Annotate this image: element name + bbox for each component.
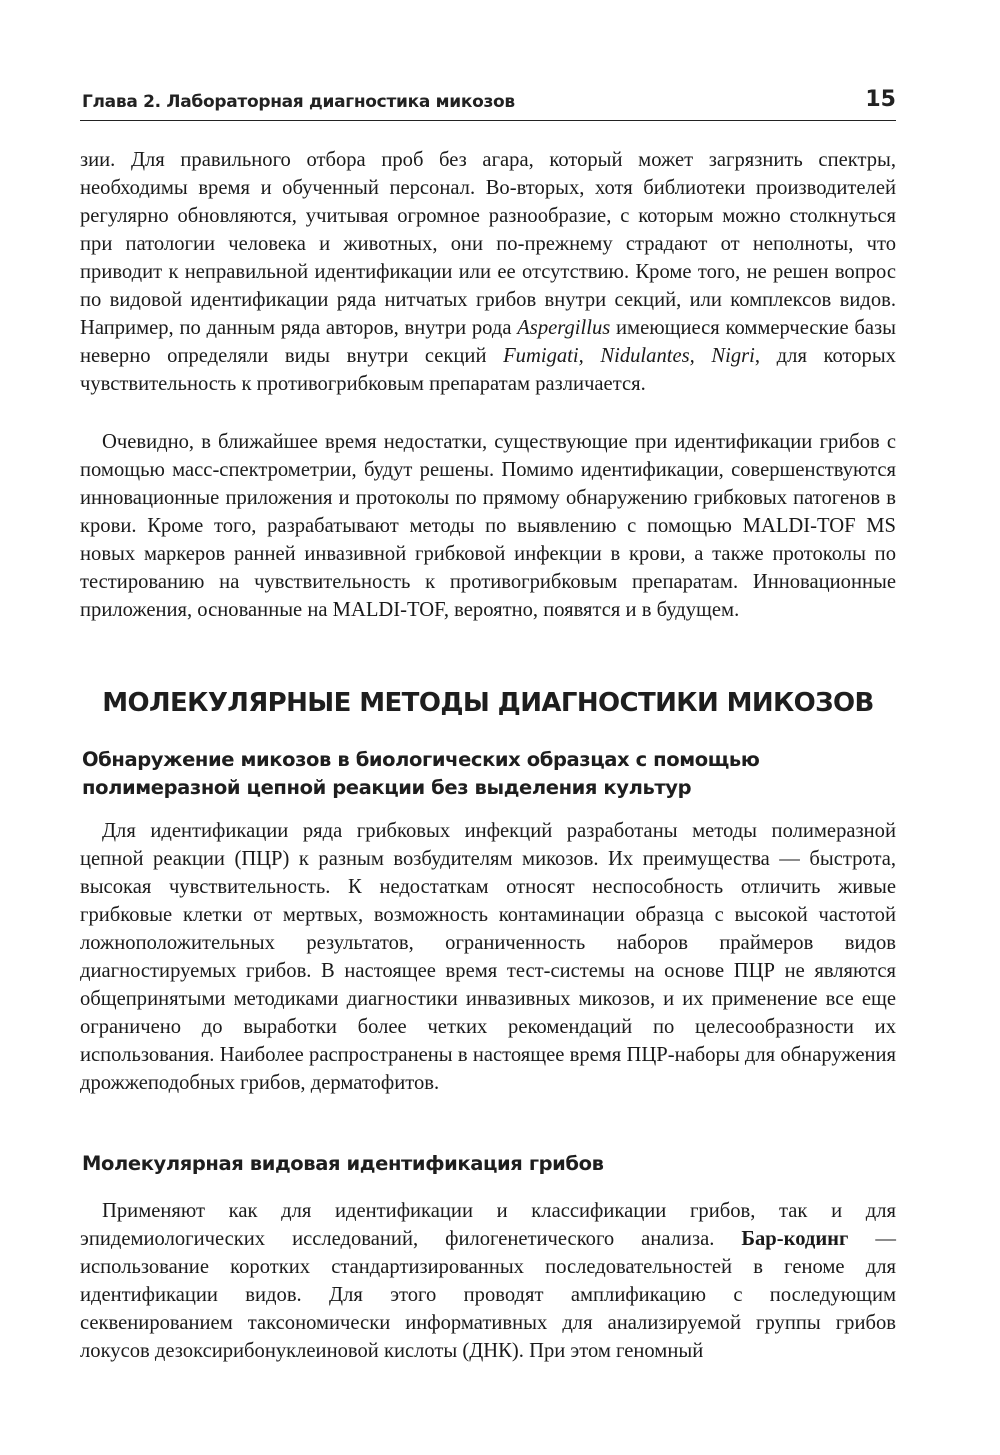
paragraph	[80, 146, 896, 398]
subsection-heading: Обнаружение микозов в биологических образцах с помощью полимеразной цепной реакции без выделения культур	[82, 748, 760, 799]
paragraph-3-block	[80, 817, 896, 1097]
text-run: , для которых чувствительность к противогрибковым препаратам различается.	[80, 345, 896, 395]
paragraph-1-block	[80, 146, 896, 398]
paragraph-2-block	[80, 428, 896, 624]
paragraph	[80, 428, 896, 624]
page-number: 15	[865, 87, 896, 112]
text-run: зии. Для правильного отбора проб без агара, который может загрязнить спектры, необходимы время и обученный персонал. Во-вторых, хотя библиотеки производителей регулярно обновляются, учитывая огромное разнообразие, с которым можно столкнуться при патологии человека и животных, они по-прежнему страдают от неполноты, что приводит к неправильной идентификации или ее отсутствию. Кроме того, не решен вопрос по видовой идентификации ряда нитчатых грибов внутри секций, или комплексов видов. Например, по данным ряда авторов, внутри рода	[80, 149, 896, 339]
book-page	[80, 0, 896, 1455]
text-run-italic: Aspergillus	[517, 317, 611, 339]
text-run: — использование коротких стандартизированных последовательностей в геноме для идентификации видов. Для этого проводят амплификацию с последующим секвенированием таксономически информативных для анализируемой группы грибов локусов дезоксирибонуклеиновой кислоты (ДНК). При этом геномный	[80, 1228, 896, 1362]
subsection-heading: Молекулярная видовая идентификация грибов	[82, 1152, 604, 1175]
chapter-title: Глава 2. Лабораторная диагностика микозов	[82, 92, 515, 112]
text-run-italic: Fumigati, Nidulantes, Nigri	[503, 345, 755, 367]
running-head	[80, 86, 896, 121]
paragraph-4-block	[80, 1197, 896, 1365]
paragraph	[80, 1197, 896, 1365]
text-run: имеющиеся коммерческие базы неверно определяли виды внутри секций	[80, 317, 896, 367]
paragraph	[80, 817, 896, 1097]
text-run-bold: Бар-кодинг	[741, 1228, 849, 1250]
section-heading: МОЛЕКУЛЯРНЫЕ МЕТОДЫ ДИАГНОСТИКИ МИКОЗОВ	[102, 688, 874, 718]
text-run: Для идентификации ряда грибковых инфекций разработаны методы полимеразной цепной реакции (ПЦР) к разным возбудителям микозов. Их преимущества — быстрота, высокая чувствительность. К недостаткам относят неспособность отличить живые грибковые клетки от мертвых, возможность контаминации образца с высокой частотой ложноположительных результатов, ограниченность наборов праймеров видов диагностируемых грибов. В настоящее время тест-системы на основе ПЦР не являются общепринятыми методиками диагностики инвазивных микозов, и их применение все еще ограничено до выработки более четких рекомендаций по целесообразности их использования. Наиболее распространены в настоящее время ПЦР-наборы для обнаружения дрожжеподобных грибов, дерматофитов.	[80, 820, 896, 1094]
text-run: Очевидно, в ближайшее время недостатки, существующие при идентификации грибов с помощью масс-спектрометрии, будут решены. Помимо идентификации, совершенствуются инновационные приложения и протоколы по прямому обнаружению грибковых патогенов в крови. Кроме того, разрабатывают методы по выявлению с помощью MALDI-TOF MS новых маркеров ранней инвазивной грибковой инфекции в крови, а также протоколы по тестированию на чувствительность к противогрибковым препаратам. Инновационные приложения, основанные на MALDI-TOF, вероятно, появятся и в будущем.	[80, 431, 896, 621]
text-run: Применяют как для идентификации и классификации грибов, так и для эпидемиологических исследований, филогенетического анализа.	[80, 1200, 896, 1250]
